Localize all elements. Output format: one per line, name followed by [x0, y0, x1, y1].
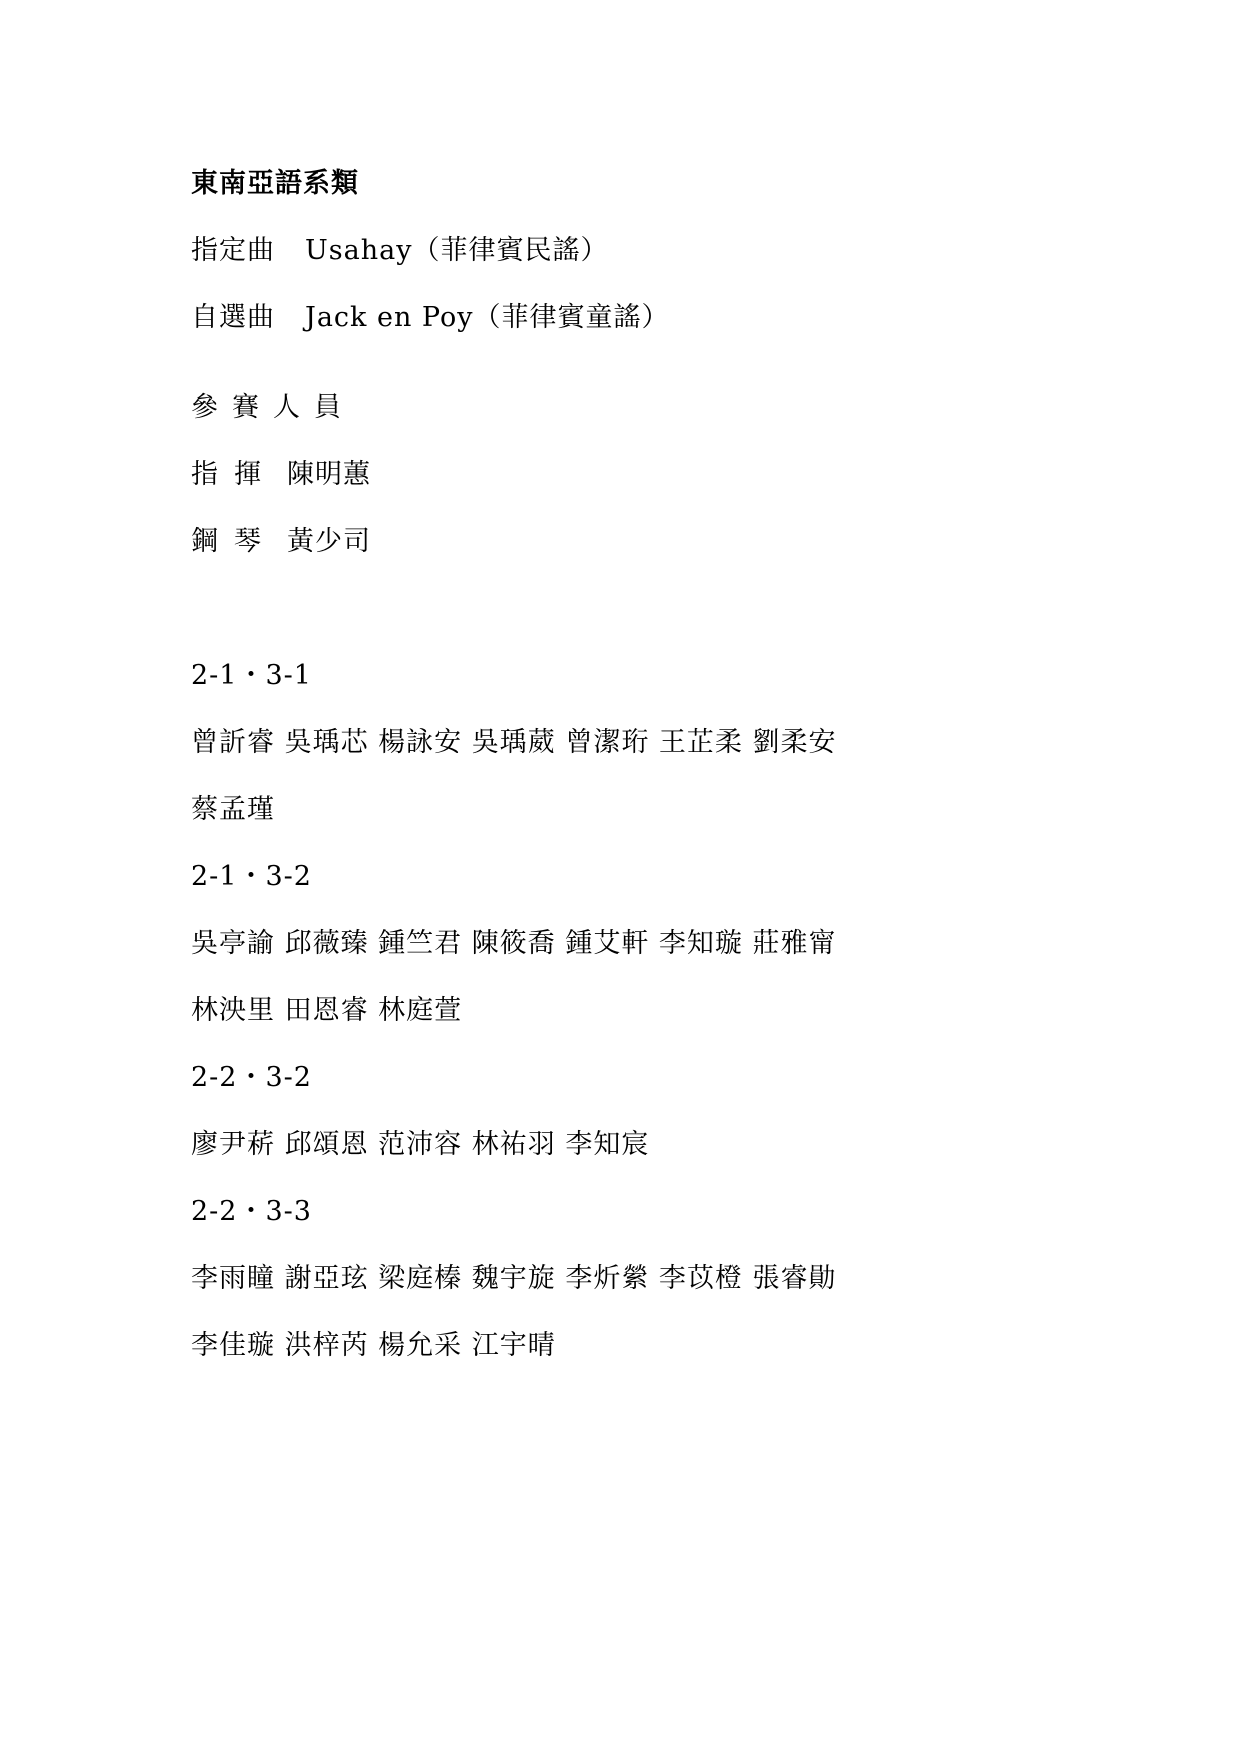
- group-member-line: 林泱里 田恩睿 林庭萱: [191, 995, 463, 1026]
- category-title: 東南亞語系類: [191, 168, 359, 199]
- group-member-line: 曾訢睿 吳瑀芯 楊詠安 吳瑀葳 曾潔珩 王芷柔 劉柔安: [191, 727, 837, 758]
- group-member-line: 蔡孟瑾: [191, 794, 275, 825]
- pianist-label: 鋼琴: [191, 526, 277, 557]
- conductor-label: 指揮: [191, 459, 277, 490]
- set-piece-label: 指定曲: [191, 235, 275, 266]
- set-piece-note: （菲律賓民謠）: [412, 235, 609, 266]
- pianist-name: 黃少司: [287, 526, 371, 557]
- group-member-line: 李雨瞳 謝亞玹 梁庭榛 魏宇旋 李炘縈 李苡橙 張睿勛: [191, 1263, 837, 1294]
- group-member-line: 廖尹菥 邱頌恩 范沛容 林祐羽 李知宸: [191, 1129, 650, 1160]
- participants-heading: 參賽人員: [191, 392, 355, 423]
- group-member-line: 吳亭諭 邱薇臻 鍾竺君 陳筱喬 鍾艾軒 李知璇 莊雅甯: [191, 928, 837, 959]
- group-member-line: 李佳璇 洪梓芮 楊允采 江宇晴: [191, 1330, 556, 1361]
- own-choice-line: [191, 300, 670, 336]
- pianist-line: [191, 524, 371, 560]
- group-class-label: 2-1・3-1: [191, 660, 312, 691]
- set-piece-line: [191, 233, 608, 269]
- group-class-label: 2-2・3-3: [191, 1196, 312, 1227]
- own-choice-song: Jack en Poy: [305, 302, 474, 333]
- conductor-line: [191, 457, 371, 493]
- group-class-label: 2-1・3-2: [191, 861, 312, 892]
- group-class-label: 2-2・3-2: [191, 1062, 312, 1093]
- own-choice-label: 自選曲: [191, 302, 275, 333]
- conductor-name: 陳明蕙: [287, 459, 371, 490]
- set-piece-song: Usahay: [305, 235, 413, 266]
- own-choice-note: （菲律賓童謠）: [473, 302, 670, 333]
